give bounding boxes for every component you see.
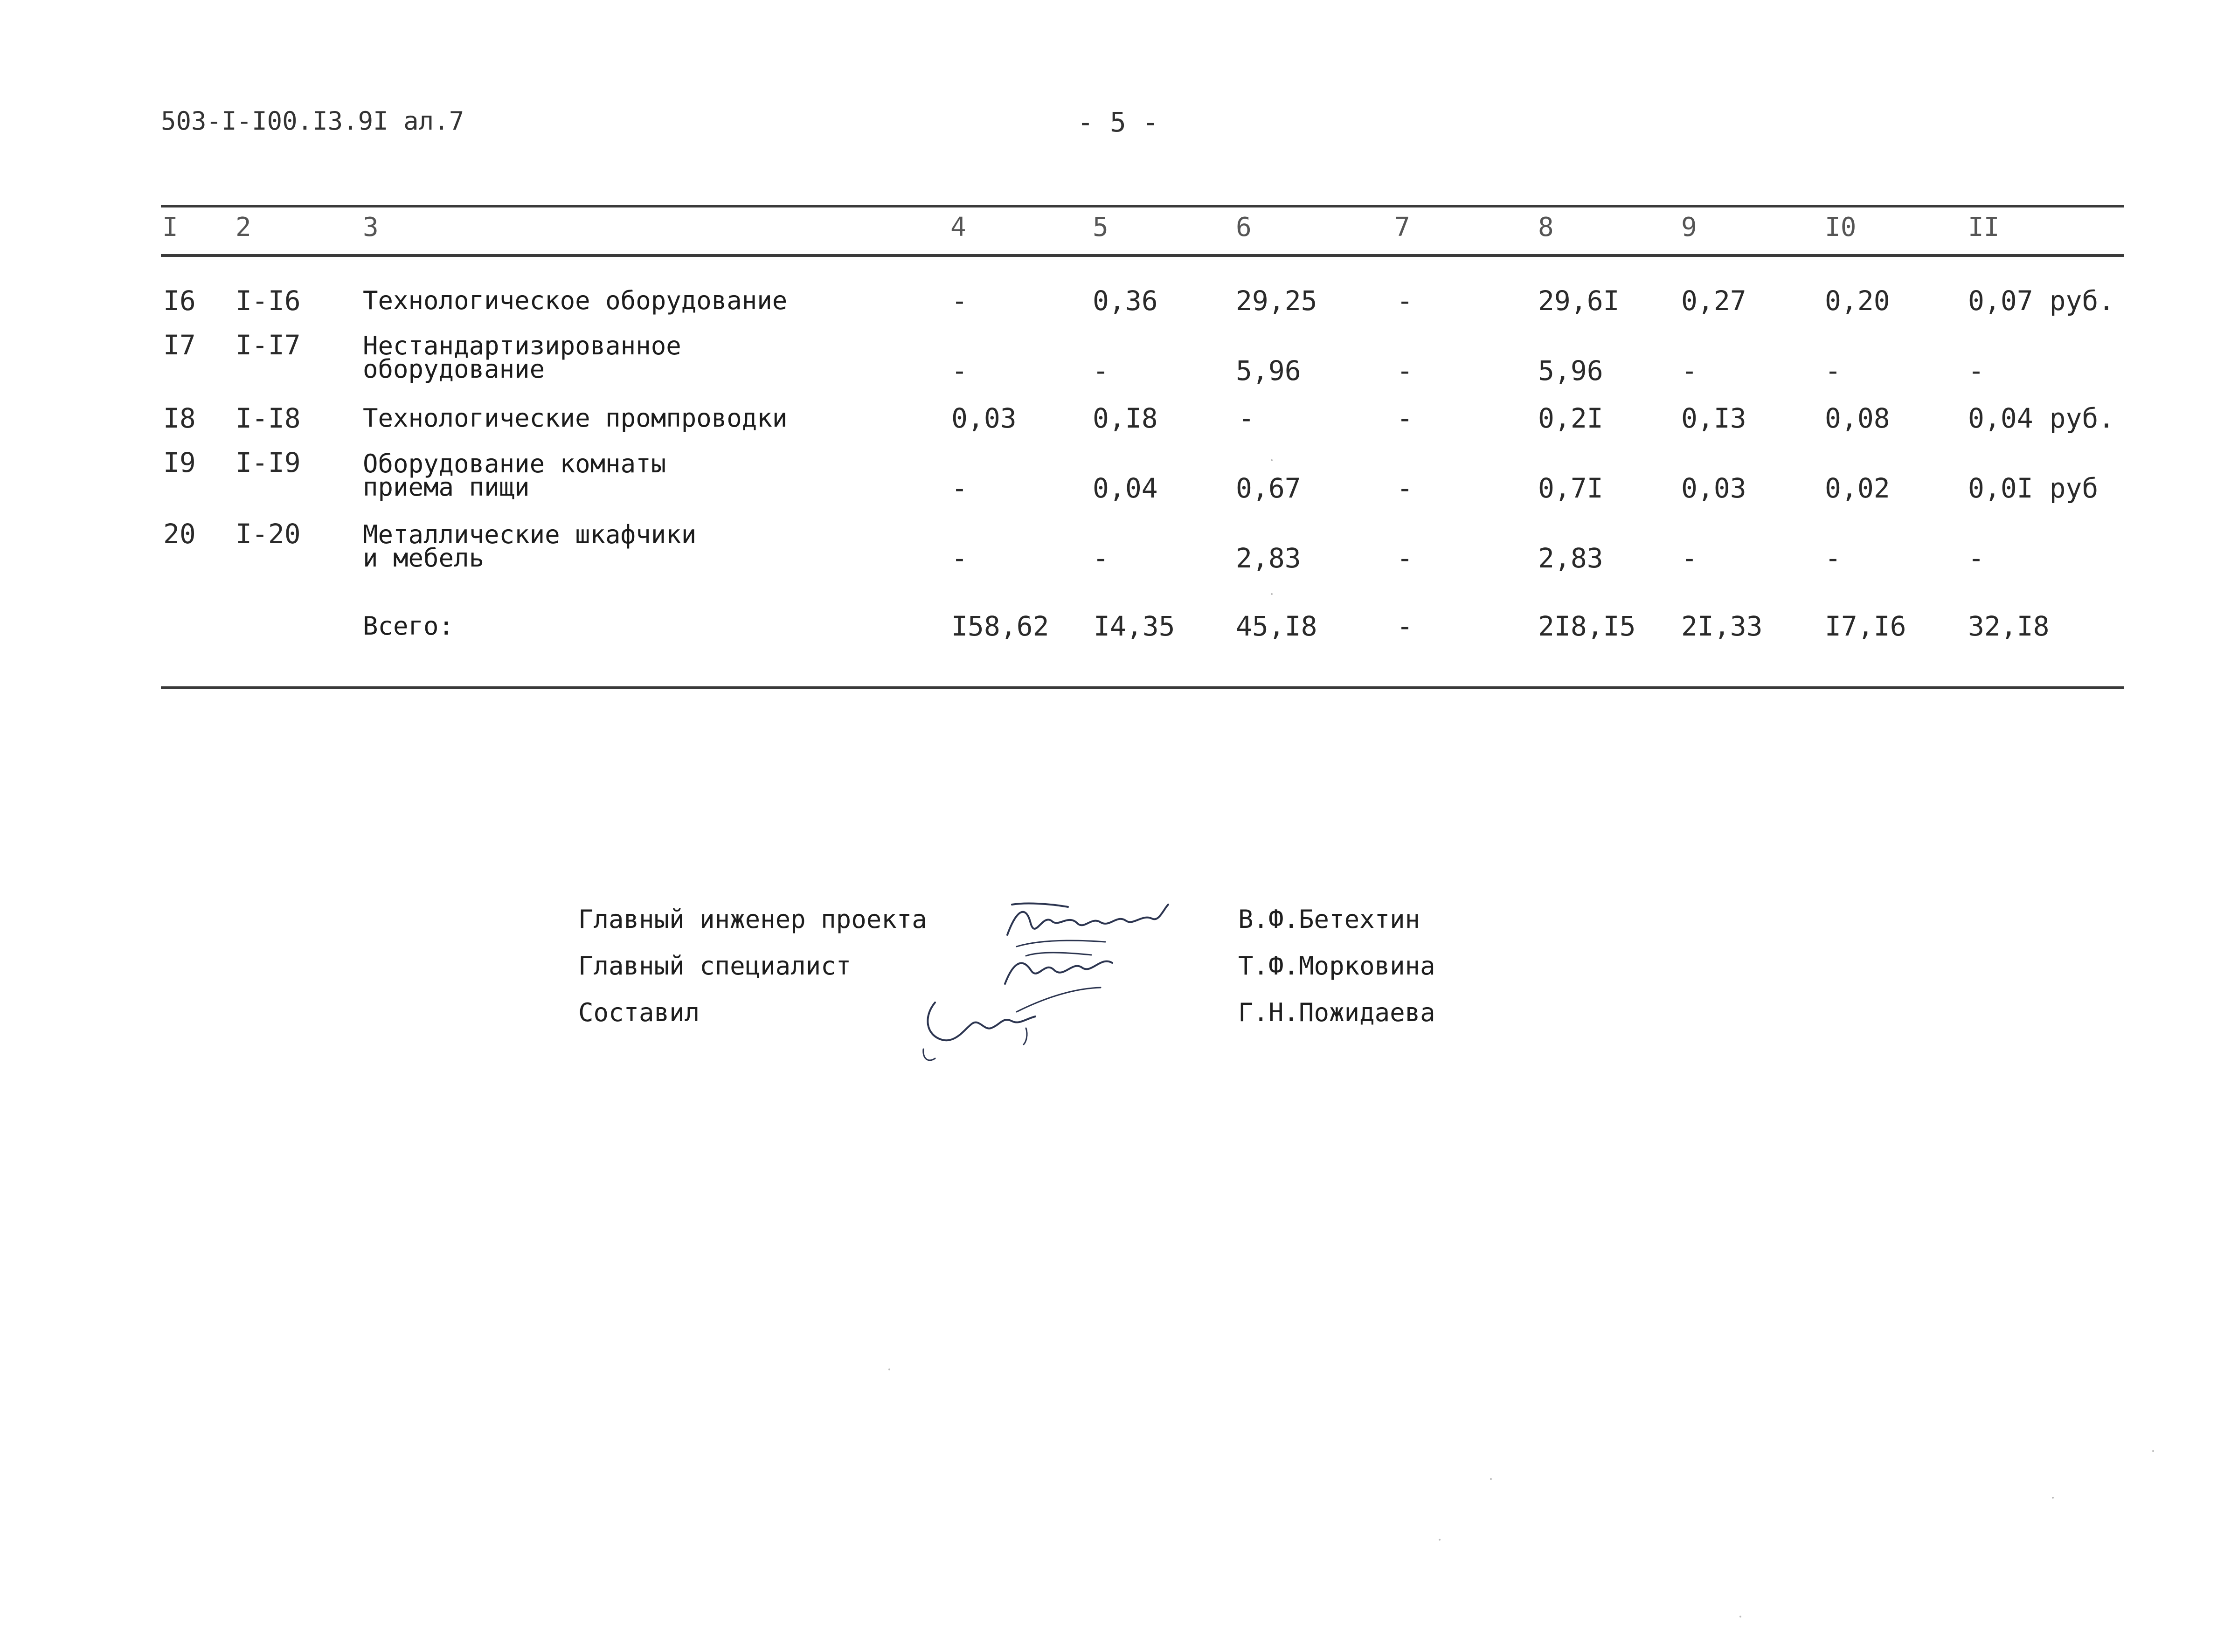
cell-c9: 0,I3 (1681, 402, 1746, 434)
scan-speck (1490, 1478, 1492, 1480)
row-code: I-I8 (236, 402, 301, 434)
row-name: Оборудование комнаты приема пищи (363, 449, 666, 502)
cell-c4: - (951, 355, 968, 387)
cell-c8: 29,6I (1538, 285, 1620, 317)
signature-name: Г.Н.Пожидаева (1238, 998, 1435, 1027)
cell-c10: 0,20 (1825, 285, 1890, 317)
col-header-1: I (162, 212, 178, 242)
cell-c4: - (951, 542, 968, 574)
row-code: I-I7 (236, 329, 301, 361)
scan-speck (1271, 459, 1273, 461)
cell-c5: 0,04 (1093, 472, 1158, 504)
cell-c10: 0,08 (1825, 402, 1890, 434)
scan-speck (1439, 1539, 1441, 1541)
cell-c4: - (951, 472, 968, 504)
row-name: Металлические шкафчики и мебель (363, 520, 697, 573)
cell-c4: 0,03 (951, 402, 1017, 434)
signature-title: Составил (578, 998, 700, 1027)
row-code: I-I9 (236, 447, 301, 478)
cell-c11: 0,0I руб (1968, 472, 2099, 504)
cell-c11: 0,04 руб. (1968, 402, 2115, 434)
row-name: Технологические промпроводки (363, 403, 788, 433)
row-code: I-20 (236, 518, 301, 550)
cell-c5: 0,36 (1093, 285, 1158, 317)
signature-name: В.Ф.Бетехтин (1238, 905, 1420, 934)
total-c10: I7,I6 (1825, 610, 1906, 642)
col-header-4: 4 (950, 212, 966, 242)
cell-c10: - (1825, 542, 1841, 574)
row-name: Нестандартизированное оборудование (363, 331, 681, 384)
cell-c10: 0,02 (1825, 472, 1890, 504)
signature-title: Главный специалист (578, 951, 852, 981)
cell-c6: 29,25 (1236, 285, 1317, 317)
cell-c6: 0,67 (1236, 472, 1301, 504)
total-label: Всего: (363, 611, 454, 641)
cell-c10: - (1825, 355, 1841, 387)
col-header-10: I0 (1825, 212, 1857, 242)
col-header-9: 9 (1681, 212, 1697, 242)
scan-speck (2052, 1497, 2054, 1499)
handwritten-signature-3 (914, 984, 1110, 1068)
total-c6: 45,I8 (1236, 610, 1317, 642)
handwritten-signature-1 (998, 895, 1175, 951)
cell-c6: 2,83 (1236, 542, 1301, 574)
signature-title: Главный инженер проекта (578, 905, 927, 934)
cell-c8: 2,83 (1538, 542, 1603, 574)
scan-speck (1271, 593, 1273, 595)
col-header-5: 5 (1093, 212, 1109, 242)
row-number: I9 (163, 447, 196, 478)
cell-c5: - (1093, 542, 1109, 574)
row-number: I7 (163, 329, 196, 361)
row-number: I6 (163, 285, 196, 317)
cell-c8: 5,96 (1538, 355, 1603, 387)
row-name: Технологическое оборудование (363, 286, 788, 315)
table-bottom-rule (161, 686, 2124, 689)
total-c5: I4,35 (1094, 610, 1175, 642)
row-number: 20 (163, 518, 196, 550)
cell-c6: 5,96 (1236, 355, 1301, 387)
cell-c9: 0,27 (1681, 285, 1746, 317)
document-code: 503-I-I00.I3.9I ал.7 (161, 106, 464, 136)
table-top-rule (161, 205, 2124, 207)
row-number: I8 (163, 402, 196, 434)
col-header-3: 3 (363, 212, 379, 242)
cell-c7: - (1397, 355, 1413, 387)
cell-c9: - (1681, 542, 1698, 574)
total-c11: 32,I8 (1968, 610, 2050, 642)
cell-c9: 0,03 (1681, 472, 1746, 504)
col-header-11: II (1968, 212, 2000, 242)
cell-c7: - (1397, 472, 1413, 504)
cell-c11: 0,07 руб. (1968, 285, 2115, 317)
page-number: - 5 - (1077, 106, 1159, 138)
col-header-2: 2 (236, 212, 251, 242)
cell-c5: - (1093, 355, 1109, 387)
header-bottom-rule (161, 254, 2124, 257)
cell-c5: 0,I8 (1093, 402, 1158, 434)
scan-speck (1739, 1616, 1741, 1617)
total-c9: 2I,33 (1681, 610, 1763, 642)
scan-speck (2152, 1450, 2154, 1452)
cell-c8: 0,7I (1538, 472, 1603, 504)
cell-c7: - (1397, 542, 1413, 574)
cell-c8: 0,2I (1538, 402, 1603, 434)
total-c8: 2I8,I5 (1538, 610, 1636, 642)
scan-speck (888, 1369, 890, 1370)
col-header-8: 8 (1538, 212, 1554, 242)
cell-c4: - (951, 285, 968, 317)
cell-c9: - (1681, 355, 1698, 387)
col-header-7: 7 (1394, 212, 1410, 242)
total-c7: - (1397, 610, 1413, 642)
total-c4: I58,62 (951, 610, 1049, 642)
cell-c11: - (1968, 542, 1984, 574)
row-code: I-I6 (236, 285, 301, 317)
cell-c6: - (1238, 402, 1254, 434)
signature-name: Т.Ф.Морковина (1238, 951, 1435, 981)
cell-c7: - (1397, 285, 1413, 317)
cell-c7: - (1397, 402, 1413, 434)
cell-c11: - (1968, 355, 1984, 387)
col-header-6: 6 (1236, 212, 1252, 242)
